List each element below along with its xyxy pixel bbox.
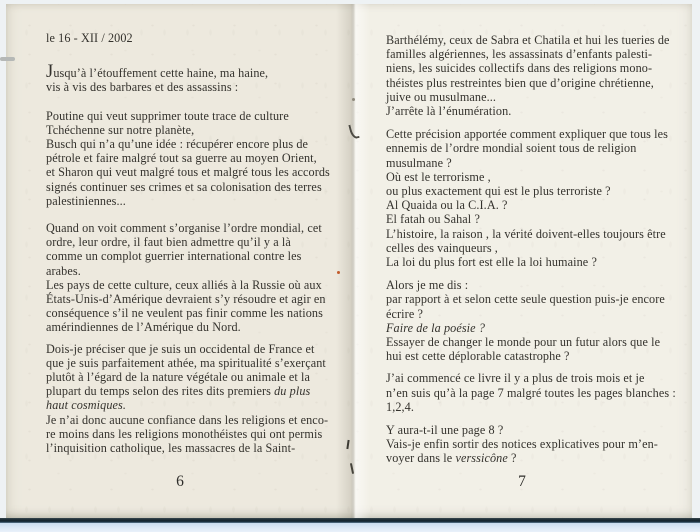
text-line: L’histoire, la raison , la vérité doivent-elles toujours être bbox=[386, 226, 666, 241]
text-line: et Sharon qui veut malgré tous et malgré tous les accords bbox=[46, 165, 330, 180]
text-line: ennemis de l’ordre mondial soient tous de religion bbox=[386, 141, 637, 156]
binding-dot-icon bbox=[352, 98, 355, 101]
paragraph bbox=[46, 109, 330, 208]
text-line: écrire ? bbox=[386, 306, 423, 321]
text-line: J’arrête là l’énumération. bbox=[386, 104, 512, 119]
text-line: amérindiennes de l’Amérique du Nord. bbox=[46, 320, 241, 335]
page-number-right: 7 bbox=[518, 473, 526, 490]
text-line: haut cosmiques. bbox=[46, 398, 127, 413]
text-line: Barthélémy, ceux de Sabra et Chatila et hui les tueries de bbox=[386, 33, 670, 47]
text-line: l’inquisition catholique, les massacres de la Saint- bbox=[46, 441, 296, 456]
text-line: Y aura-t-il une page 8 ? bbox=[386, 423, 504, 438]
text-line: familles algériennes, les assassinats d’enfants palesti- bbox=[386, 47, 653, 62]
text-line: théistes plus restreintes bien que d’origine chrétienne, bbox=[386, 75, 654, 90]
right-page-text bbox=[386, 33, 676, 466]
paragraph bbox=[386, 371, 676, 414]
page-number-left: 6 bbox=[176, 473, 184, 490]
text-line: voyer dans le verssicône ? bbox=[386, 451, 517, 466]
dust-speck bbox=[337, 271, 340, 274]
text-line: Essayer de changer le monde pour un futur alors que le bbox=[386, 335, 661, 350]
text-line: n’en suis qu’à la page 7 malgré toutes les pages blanches : bbox=[386, 385, 676, 400]
text-line: Quand on voit comment s’organise l’ordre mondial, cet bbox=[46, 221, 322, 236]
text-line: re moins dans les religions monothéistes qui ont permis bbox=[46, 426, 323, 441]
text-line: vis à vis des barbares et des assassins : bbox=[46, 80, 239, 95]
text-line: Busch qui n’a qu’une idée : récupérer encore plus de bbox=[46, 137, 309, 152]
paragraph bbox=[386, 127, 676, 269]
paragraph bbox=[386, 33, 676, 118]
text-line: Poutine qui veut supprimer toute trace de culture bbox=[46, 108, 289, 123]
text-line: Jusqu’à l’étouffement cette haine, ma haine, bbox=[46, 62, 269, 83]
text-line: comme un complot guerrier international contre les bbox=[46, 249, 302, 264]
text-line: 1,2,4. bbox=[386, 399, 415, 414]
text-line: J’ai commencé ce livre il y a plus de trois mois et je bbox=[386, 371, 645, 386]
paragraph bbox=[386, 278, 676, 363]
text-line: Où est le terrorisme , bbox=[386, 169, 491, 184]
text-line: signés continuer ses crimes et sa colonisation des terres bbox=[46, 179, 322, 194]
text-line: ordre, leur ordre, il faut bien admettre qu’il y a là bbox=[46, 235, 291, 250]
text-line: que je suis parfaitement athée, ma spiritualité s’exerçant bbox=[46, 355, 326, 370]
text-line: conséquence s’il ne veulent pas finir comme les nations bbox=[46, 306, 323, 321]
book-spread bbox=[6, 4, 692, 520]
paragraph bbox=[46, 342, 330, 456]
text-line: juive ou musulmane... bbox=[386, 89, 497, 104]
text-line: plutôt à l’égard de la nature végétale ou animale et la bbox=[46, 370, 311, 385]
text-line: palestiniennes... bbox=[46, 193, 126, 208]
paragraph bbox=[386, 423, 676, 466]
text-line: El fatah ou Sahal ? bbox=[386, 212, 480, 227]
text-line: Dois-je préciser que je suis un occidental de France et bbox=[46, 341, 315, 356]
text-line: La loi du plus fort est elle la loi humaine ? bbox=[386, 255, 597, 270]
text-line: hui est cette déplorable catastrophe ? bbox=[386, 349, 570, 364]
scan-background-bottom bbox=[0, 523, 700, 532]
text-line: Al Quaida ou la C.I.A. ? bbox=[386, 198, 508, 213]
text-line: Je n’ai donc aucune confiance dans les religions et enco- bbox=[46, 412, 329, 427]
drop-cap: J bbox=[46, 62, 54, 83]
text-line: Faire de la poésie ? bbox=[386, 320, 486, 335]
text-line: celles des vainqueurs , bbox=[386, 240, 498, 255]
date-line: le 16 - XII / 2002 bbox=[46, 31, 133, 45]
text-line: Les pays de cette culture, ceux alliés à la Russie où aux bbox=[46, 277, 322, 292]
text-line: Alors je me dis : bbox=[386, 278, 469, 293]
text-line: arabes. bbox=[46, 263, 81, 278]
text-line: pétrole et faire malgré tout sa guerre au moyen Orient, bbox=[46, 151, 317, 166]
text-line: plupart du temps selon des rites dits premiers du plus bbox=[46, 384, 311, 399]
paragraph bbox=[46, 221, 330, 335]
text-line: Vais-je enfin sortir des notices explicatives pour m’en- bbox=[386, 437, 658, 452]
text-line: musulmane ? bbox=[386, 155, 452, 170]
text-line: Cette précision apportée comment expliquer que tous les bbox=[386, 127, 669, 142]
spine-crease bbox=[336, 4, 370, 519]
text-line: ou plus exactement qui est le plus terroriste ? bbox=[386, 184, 611, 199]
left-page-text bbox=[46, 31, 330, 455]
text-line: États-Unis-d’Amérique devraient s’y résoudre et agir en bbox=[46, 292, 326, 307]
text-line: Tchéchenne sur notre planète, bbox=[46, 122, 195, 137]
text-line: par rapport à et selon cette seule question puis-je encore bbox=[386, 292, 665, 307]
paragraph bbox=[46, 62, 330, 95]
text-line: niens, les suicides collectifs dans des religions mono- bbox=[386, 61, 653, 76]
edge-dash bbox=[0, 57, 15, 61]
